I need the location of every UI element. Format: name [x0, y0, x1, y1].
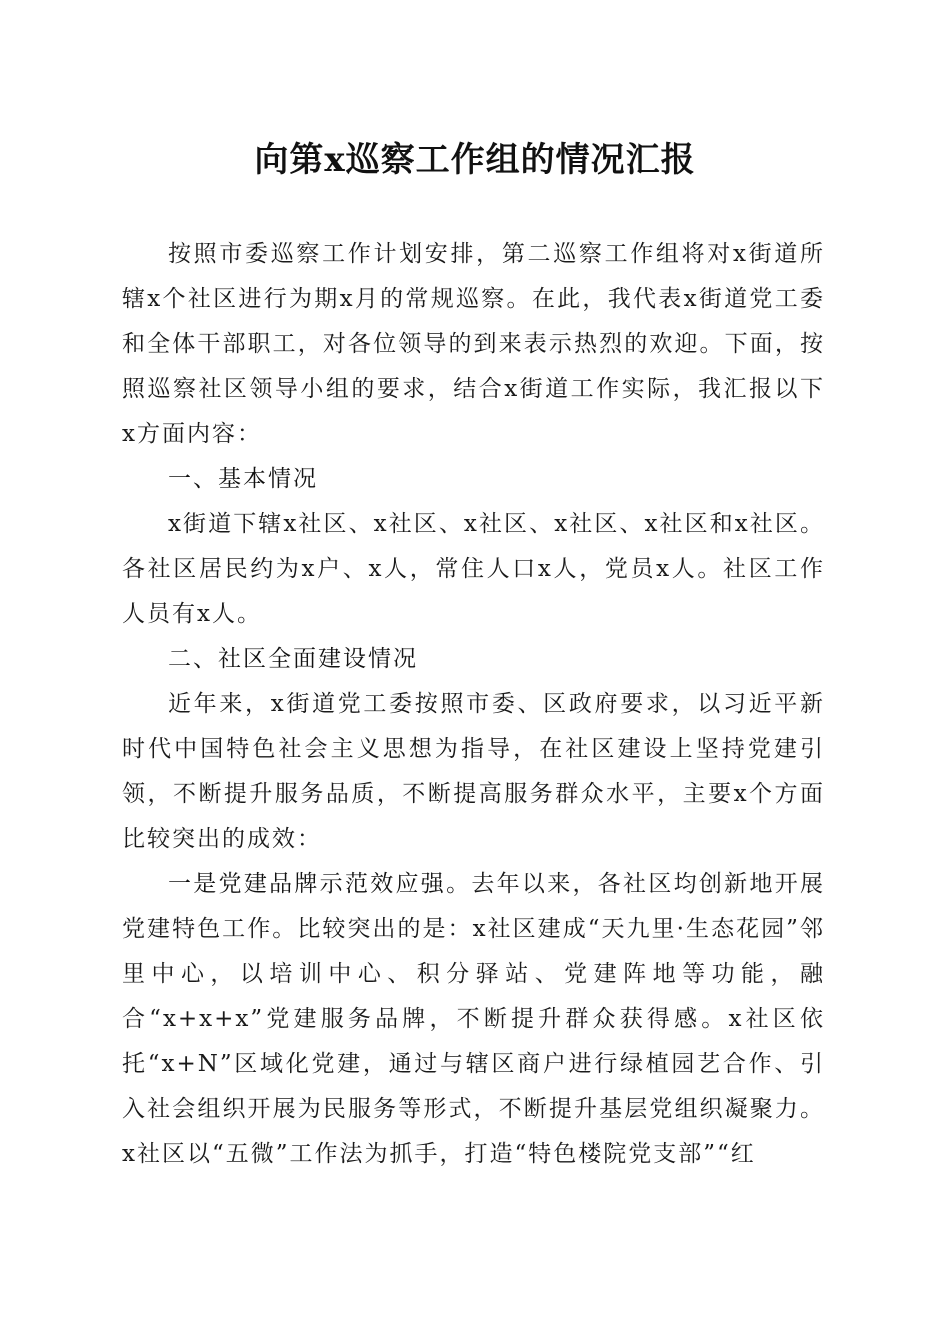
document-title: 向第x巡察工作组的情况汇报 — [254, 140, 696, 180]
document-body — [122, 232, 825, 1177]
basic-info-paragraph: x街道下辖x社区、x社区、x社区、x社区、x社区和x社区。各社区居民约为x户、x人，常住人口x人，党员x人。社区工作人员有x人。 — [122, 511, 825, 627]
section-heading-basic-info: 一、基本情况 — [168, 466, 318, 492]
intro-paragraph: 按照市委巡察工作计划安排，第二巡察工作组将对x街道所辖x个社区进行为期x月的常规巡察。在此，我代表x街道党工委和全体干部职工，对各位领导的到来表示热烈的欢迎。下面，按照巡察社区领导小组的要求，结合x街道工作实际，我汇报以下x方面内容： — [122, 241, 825, 447]
section-heading-community-building: 二、社区全面建设情况 — [168, 646, 418, 672]
party-brand-paragraph — [122, 862, 825, 1177]
community-building-paragraph: 近年来，x街道党工委按照市委、区政府要求，以习近平新时代中国特色社会主义思想为指导，在社区建设上坚持党建引领，不断提升服务品质，不断提高服务群众水平，主要x个方面比较突出的成效： — [122, 691, 825, 852]
party-brand-lead: 一是党建品牌示范效应强。 — [168, 871, 472, 897]
party-brand-text: 去年以来，各社区均创新地开展党建特色工作。比较突出的是：x社区建成“天九里·生态花园”邻里中心，以培训中心、积分驿站、党建阵地等功能，融合“x+x+x”党建服务品牌，不断提升群众获得感。x社区依托“x+N”区域化党建，通过与辖区商户进行绿植园艺合作、引入社会组织开展为民服务等形式，不断提升基层党组织凝聚力。x社区以“五微”工作法为抓手，打造“特色楼院党支部”“红 — [122, 871, 826, 1167]
